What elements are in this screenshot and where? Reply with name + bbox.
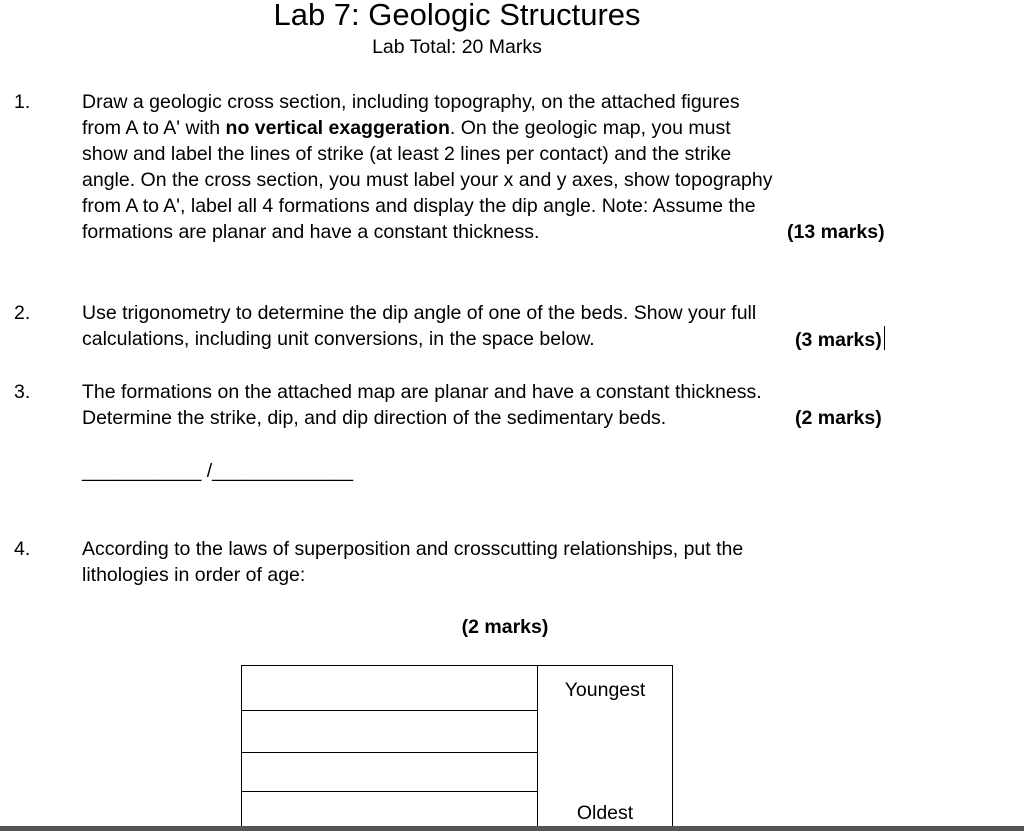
question-3-text bbox=[82, 379, 912, 431]
question-1-line-2: from A to A' with no vertical exaggeration. On the geologic map, you must bbox=[82, 117, 731, 139]
text-cursor bbox=[884, 326, 885, 350]
age-input-cell-1[interactable] bbox=[242, 666, 537, 711]
emphasis-text: no vertical exaggeration bbox=[225, 117, 450, 139]
question-number-4: 4. bbox=[14, 538, 31, 560]
question-number-2: 2. bbox=[14, 302, 31, 324]
page-bottom-edge bbox=[0, 826, 1024, 831]
age-label-column bbox=[537, 666, 672, 831]
strike-dip-answer-blank[interactable]: ___________ /_____________ bbox=[82, 460, 354, 482]
age-order-table bbox=[241, 665, 673, 831]
question-4-line-1: According to the laws of superposition and crosscutting relationships, put the bbox=[82, 538, 744, 560]
age-input-cell-2[interactable] bbox=[242, 711, 537, 753]
question-number-3: 3. bbox=[14, 381, 31, 403]
page-title: Lab 7: Geologic Structures bbox=[273, 0, 641, 32]
oldest-label: Oldest bbox=[576, 802, 634, 824]
question-number-1: 1. bbox=[14, 91, 31, 113]
question-1-line-4: angle. On the cross section, you must label your x and y axes, show topography bbox=[82, 169, 773, 191]
question-3-line-2: Determine the strike, dip, and dip direction of the sedimentary beds. (2 marks) bbox=[82, 407, 882, 429]
question-1-line-6: formations are planar and have a constant thickness. (13 marks) bbox=[82, 221, 885, 243]
age-input-cell-3[interactable] bbox=[242, 753, 537, 792]
question-2-text bbox=[82, 300, 912, 352]
question-4-text bbox=[82, 536, 912, 588]
question-1-line-5: from A to A', label all 4 formations and display the dip angle. Note: Assume the bbox=[82, 195, 756, 217]
youngest-label: Youngest bbox=[564, 679, 646, 701]
page-subtitle: Lab Total: 20 Marks bbox=[372, 36, 542, 58]
question-1-line-3: show and label the lines of strike (at least 2 lines per contact) and the strike bbox=[82, 143, 732, 165]
question-2-marks: (3 marks) bbox=[795, 326, 885, 353]
question-1-line-1: Draw a geologic cross section, including topography, on the attached figures bbox=[82, 91, 740, 113]
question-4-marks: (2 marks) bbox=[461, 616, 549, 638]
question-4-line-2: lithologies in order of age: bbox=[82, 564, 306, 586]
question-2-line-1: Use trigonometry to determine the dip angle of one of the beds. Show your full bbox=[82, 302, 757, 324]
question-1-marks: (13 marks) bbox=[787, 221, 885, 243]
question-3-line-1: The formations on the attached map are planar and have a constant thickness. bbox=[82, 381, 762, 403]
question-3-marks: (2 marks) bbox=[795, 407, 882, 429]
question-1-text bbox=[82, 89, 912, 245]
question-2-line-2: calculations, including unit conversions, in the space below. (3 marks) bbox=[82, 326, 912, 352]
